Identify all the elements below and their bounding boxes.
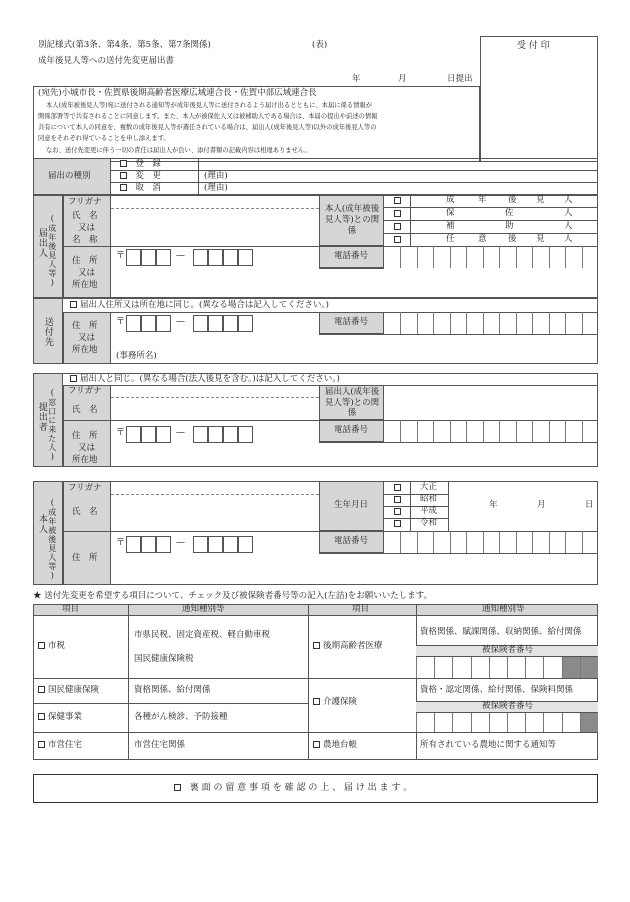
insured-digit-cell[interactable]	[507, 713, 525, 732]
month-label: 月	[398, 74, 407, 84]
insured-digit-cell[interactable]	[471, 713, 489, 732]
addressee-body-2: 関係部署等で共有されることに同意します。また、本人が被保佐人又は被補助人である場合は、本届の提出や前述の情報	[38, 113, 378, 120]
tel-digit-cell[interactable]	[400, 246, 401, 268]
form-number: 別記様式(第3条、第4条、第5条、第7条関係)	[38, 40, 211, 50]
tel-digit-cell[interactable]	[516, 420, 517, 442]
dest-postal-dash: —	[176, 317, 185, 327]
req-care-label: 介護保険	[323, 697, 358, 707]
reception-stamp-box	[480, 36, 598, 162]
kind-label-cell	[33, 158, 111, 195]
addressee-body-4: 同意をそれぞれ得ていることを申し添えます。	[38, 135, 170, 142]
principal-tel-label: 電話番号	[334, 536, 369, 546]
dest-label-col	[63, 312, 111, 364]
request-note: ★ 送付先変更を希望する項目について、チェック及び被保険者番号等の記入(左詰)をお願いいたします。	[33, 591, 433, 601]
dest-side-cell	[33, 298, 63, 364]
req-city-tax-kind-1: 市県民税、固定資産税、軽自動車税	[134, 630, 271, 640]
submitter-addr-label-3: 所在地	[72, 455, 98, 465]
tel-digit-cell[interactable]	[466, 420, 467, 442]
kind-cancel[interactable]	[120, 184, 161, 194]
submitter-side-cell	[33, 373, 63, 467]
principal-birth-label-cell	[319, 481, 384, 531]
principal-postal-mark: 〒	[116, 538, 126, 548]
req-farmland[interactable]	[313, 741, 357, 751]
tel-digit-cell[interactable]	[433, 246, 434, 268]
tel-digit-cell[interactable]	[516, 531, 517, 553]
submitter-side-main: 提出者	[36, 402, 47, 432]
era-reiwa-checkbox[interactable]	[394, 520, 401, 527]
tel-digit-cell[interactable]	[417, 312, 418, 334]
submitter-same-option[interactable]	[70, 375, 340, 385]
insured-digit-cell	[562, 657, 580, 678]
insured-digit-cell[interactable]	[452, 657, 470, 678]
tel-digit-cell[interactable]	[466, 312, 467, 334]
year-label: 年	[352, 74, 361, 84]
submitter-relation-input[interactable]	[384, 385, 598, 420]
req-care-no-input[interactable]	[416, 713, 598, 732]
req-elderly-no-input[interactable]	[416, 657, 598, 678]
kind-cancel-label: 取 消	[135, 183, 161, 193]
dest-tel-label: 電話番号	[334, 317, 369, 327]
dest-addr-label-3: 所在地	[72, 345, 98, 355]
submitter-tel-label-cell	[319, 420, 384, 442]
submitter-same-label: 届出人と同じ。(異なる場合(法人後見を含む。)は記入してください。)	[80, 374, 340, 384]
req-health[interactable]	[38, 713, 82, 723]
era-heisei-checkbox[interactable]	[394, 508, 401, 515]
dest-postal-mark: 〒	[116, 317, 126, 327]
insured-digit-cell[interactable]	[471, 657, 489, 678]
tel-digit-cell[interactable]	[433, 420, 434, 442]
req-health-kind: 各種がん検診、予防接種	[134, 712, 228, 722]
tel-digit-cell[interactable]	[483, 246, 484, 268]
req-nhi-kind: 資格関係、給付関係	[134, 685, 211, 695]
req-elderly-no-label: 被保険者番号	[482, 645, 534, 655]
dest-addr-label-1: 住 所	[72, 321, 98, 331]
tel-digit-cell[interactable]	[483, 420, 484, 442]
applicant-name-label-2: 又は	[78, 223, 96, 233]
tel-digit-cell[interactable]	[582, 312, 583, 334]
submitter-relation-label-cell	[319, 385, 384, 420]
kind-change-label: 変 更	[135, 171, 161, 181]
kind-change-checkbox[interactable]	[120, 172, 127, 179]
confirm-option[interactable]	[174, 783, 412, 793]
applicant-name-label-1: 氏 名	[72, 211, 98, 221]
kind-register-label: 登 録	[135, 159, 161, 169]
principal-side-main: 本人	[36, 514, 47, 534]
kind-change-reason: (理由)	[204, 171, 228, 181]
tel-digit-cell[interactable]	[450, 420, 451, 442]
tel-digit-cell[interactable]	[499, 420, 500, 442]
tel-digit-cell[interactable]	[417, 420, 418, 442]
insured-digit-cell[interactable]	[543, 657, 561, 678]
tel-digit-cell[interactable]	[400, 312, 401, 334]
principal-addr-label: 住 所	[72, 553, 98, 563]
dest-side-label: 送付先	[42, 317, 53, 347]
birth-year-label: 年	[489, 500, 498, 510]
submitter-addr-label-2: 又は	[78, 443, 96, 453]
submitter-postal-dash: —	[176, 428, 185, 438]
kind-register-checkbox[interactable]	[120, 160, 127, 167]
applicant-postal-dash: —	[176, 251, 185, 261]
req-care-kind: 資格・認定関係、給付関係、保険料関係	[420, 685, 574, 695]
tel-digit-cell[interactable]	[516, 246, 517, 268]
req-elderly-kind: 資格関係、賦課関係、収納関係、給付関係	[420, 627, 582, 637]
tel-digit-cell[interactable]	[549, 312, 550, 334]
req-elderly-label: 後期高齢者医療	[323, 641, 383, 651]
rel-guardian-checkbox[interactable]	[394, 197, 401, 204]
addressee-body-1: 本人(成年被後見人等)宛に送付される通知等が成年後見人等に送付されるよう届け出るとともに、本届に係る情報が	[46, 102, 373, 109]
applicant-tel-label: 電話番号	[334, 251, 369, 261]
req-housing-label: 市営住宅	[48, 740, 83, 750]
form-side: (表)	[312, 40, 328, 50]
tel-digit-cell[interactable]	[400, 420, 401, 442]
tel-digit-cell[interactable]	[532, 246, 533, 268]
submitter-name-label: 氏 名	[72, 405, 98, 415]
insured-digit-cell[interactable]	[562, 713, 580, 732]
applicant-tel-label-cell	[319, 246, 384, 268]
applicant-relation-label: 本人(成年被後見人等)との関係	[324, 204, 380, 237]
req-housing-kind: 市営住宅関係	[134, 740, 186, 750]
rel-assistant-checkbox[interactable]	[394, 223, 401, 230]
insured-digit-cell[interactable]	[452, 713, 470, 732]
submitter-addr-label-1: 住 所	[72, 431, 98, 441]
insured-digit-cell[interactable]	[525, 657, 543, 678]
tel-digit-cell[interactable]	[565, 531, 566, 553]
req-elderly-no-label-cell	[416, 645, 598, 657]
rel-curator-checkbox[interactable]	[394, 210, 401, 217]
req-city-tax-checkbox[interactable]	[38, 642, 45, 649]
applicant-furigana-input[interactable]	[111, 196, 319, 208]
request-header-item-right: 項目	[352, 604, 370, 614]
applicant-addr-label-2: 又は	[78, 268, 96, 278]
era-showa-label: 昭和	[420, 494, 438, 504]
applicant-tel-input[interactable]	[384, 246, 598, 268]
confirm-box	[33, 774, 598, 803]
principal-furigana-label: フリガナ	[68, 483, 102, 493]
submitter-label-col	[63, 385, 111, 467]
principal-side-cell	[33, 481, 63, 585]
insured-digit-cell[interactable]	[543, 713, 561, 732]
confirm-checkbox[interactable]	[174, 784, 181, 791]
insured-digit-cell[interactable]	[416, 657, 434, 678]
request-header-item-left: 項目	[62, 604, 80, 614]
kind-label: 届出の種別	[48, 171, 91, 181]
form-title: 成年後見人等への送付先変更届出書	[38, 56, 175, 66]
principal-tel-input[interactable]	[384, 531, 598, 553]
reception-label: 受 付 印	[517, 41, 550, 51]
principal-tel-label-cell	[319, 531, 384, 553]
request-header-kind-left: 通知種別等	[182, 604, 225, 614]
request-header-kind-right: 通知種別等	[482, 604, 525, 614]
submitter-furigana-label: フリガナ	[68, 386, 102, 396]
addressee-body-3: 共有について本人の同意を、複数の成年後見人等が選任されている場合は、届出人(成年後見人等)以外の成年後見人等の	[38, 124, 377, 131]
req-farmland-checkbox[interactable]	[313, 741, 320, 748]
submitter-same-checkbox[interactable]	[70, 375, 77, 382]
insured-digit-cell[interactable]	[489, 657, 507, 678]
tel-digit-cell[interactable]	[450, 312, 451, 334]
tel-digit-cell[interactable]	[549, 531, 550, 553]
applicant-name-input[interactable]	[111, 208, 319, 246]
tel-digit-cell[interactable]	[483, 531, 484, 553]
era-taisho-label: 大正	[420, 482, 438, 492]
tel-digit-cell[interactable]	[466, 531, 467, 553]
applicant-side-sub: (成年後見人等)	[47, 214, 57, 288]
kind-register[interactable]	[120, 160, 161, 170]
req-care[interactable]	[313, 698, 357, 708]
applicant-relation-label-cell	[319, 195, 384, 246]
tel-digit-cell[interactable]	[466, 246, 467, 268]
tel-digit-cell[interactable]	[417, 246, 418, 268]
applicant-addr-label-1: 住 所	[72, 256, 98, 266]
req-care-checkbox[interactable]	[313, 698, 320, 705]
req-elderly[interactable]	[313, 642, 383, 652]
submitter-relation-label: 届出人(成年後見人等)との関係	[324, 387, 380, 419]
confirm-label: 裏 面 の 留 意 事 項 を 確 認 の 上 、 届 け 出 ま す 。	[189, 783, 413, 793]
insured-digit-cell[interactable]	[434, 657, 452, 678]
req-farmland-kind: 所有されている農地に関する通知等	[420, 740, 557, 750]
tel-digit-cell[interactable]	[565, 246, 566, 268]
tel-digit-cell[interactable]	[565, 420, 566, 442]
req-nhi[interactable]	[38, 686, 99, 696]
tel-digit-cell[interactable]	[433, 531, 434, 553]
birth-day-label: 日	[585, 500, 594, 510]
era-reiwa-label: 令和	[420, 518, 438, 528]
principal-name-label: 氏 名	[72, 507, 98, 517]
tel-digit-cell[interactable]	[417, 531, 418, 553]
kind-cancel-checkbox[interactable]	[120, 184, 127, 191]
tel-digit-cell[interactable]	[532, 312, 533, 334]
rel-voluntary-checkbox[interactable]	[394, 236, 401, 243]
submitter-tel-label: 電話番号	[334, 425, 369, 435]
req-elderly-checkbox[interactable]	[313, 642, 320, 649]
principal-birth-label: 生年月日	[334, 500, 369, 510]
insured-digit-cell[interactable]	[416, 713, 434, 732]
applicant-postal-mark: 〒	[116, 251, 126, 261]
birth-month-label: 月	[537, 500, 546, 510]
insured-digit-cell	[580, 657, 598, 678]
req-housing[interactable]	[38, 741, 82, 751]
applicant-side-cell	[33, 195, 63, 298]
applicant-name-label-3: 名 称	[72, 235, 98, 245]
tel-digit-cell[interactable]	[433, 312, 434, 334]
req-city-tax-label: 市税	[48, 641, 66, 651]
tel-digit-cell[interactable]	[549, 420, 550, 442]
principal-label-col	[63, 481, 111, 585]
req-health-checkbox[interactable]	[38, 713, 45, 720]
dest-same-checkbox[interactable]	[70, 301, 77, 308]
applicant-furigana-label: フリガナ	[68, 197, 102, 207]
tel-digit-cell[interactable]	[532, 420, 533, 442]
dest-same-label: 届出人住所又は所在地に同じ。(異なる場合は記入してください。)	[80, 300, 329, 310]
insured-digit-cell[interactable]	[525, 713, 543, 732]
addressee-to: (宛先)小城市長・佐賀県後期高齢者医療広域連合長・佐賀中部広域連合長	[38, 88, 317, 98]
tel-digit-cell[interactable]	[565, 312, 566, 334]
tel-digit-cell[interactable]	[400, 531, 401, 553]
applicant-addr-label-3: 所在地	[72, 280, 98, 290]
tel-digit-cell[interactable]	[499, 312, 500, 334]
tel-digit-cell[interactable]	[582, 420, 583, 442]
dest-office-label: (事務所名)	[116, 351, 157, 361]
dest-tel-input[interactable]	[384, 312, 598, 334]
tel-digit-cell[interactable]	[499, 531, 500, 553]
req-housing-checkbox[interactable]	[38, 741, 45, 748]
tel-digit-cell[interactable]	[582, 246, 583, 268]
insured-digit-cell[interactable]	[489, 713, 507, 732]
kind-section	[33, 158, 598, 195]
req-farmland-label: 農地台帳	[323, 740, 358, 750]
insured-digit-cell[interactable]	[434, 713, 452, 732]
dest-tel-label-cell	[319, 312, 384, 334]
tel-digit-cell[interactable]	[582, 531, 583, 553]
submitter-postal-mark: 〒	[116, 428, 126, 438]
era-showa-checkbox[interactable]	[394, 496, 401, 503]
insured-digit-cell[interactable]	[507, 657, 525, 678]
req-care-no-label-cell	[416, 701, 598, 713]
dest-addr-label-2: 又は	[78, 333, 96, 343]
kind-cancel-reason: (理由)	[204, 183, 228, 193]
req-nhi-label: 国民健康保険	[48, 685, 100, 695]
req-city-tax-kind-2: 国民健康保険税	[134, 654, 194, 664]
kind-change[interactable]	[120, 172, 161, 182]
req-care-no-label: 被保険者番号	[482, 701, 534, 711]
applicant-side-main: 届出人	[36, 228, 47, 258]
dest-same-option[interactable]	[70, 301, 329, 311]
submitter-tel-input[interactable]	[384, 420, 598, 442]
req-nhi-checkbox[interactable]	[38, 686, 45, 693]
req-city-tax[interactable]	[38, 642, 65, 652]
insured-digit-cell	[580, 713, 598, 732]
tel-digit-cell[interactable]	[516, 312, 517, 334]
principal-postal-dash: —	[176, 538, 185, 548]
req-health-label: 保健事業	[48, 712, 83, 722]
tel-digit-cell[interactable]	[532, 531, 533, 553]
era-taisho-checkbox[interactable]	[394, 484, 401, 491]
tel-digit-cell[interactable]	[483, 312, 484, 334]
submit-day-label: 日提出	[447, 74, 473, 84]
addressee-body-5: なお、送付先変更に伴う一切の責任は届出人が負い、添付書類の記載内容は相違ありません。	[46, 147, 311, 154]
tel-digit-cell[interactable]	[450, 531, 451, 553]
era-heisei-label: 平成	[420, 506, 438, 516]
tel-digit-cell[interactable]	[450, 246, 451, 268]
submitter-side-sub: (窓口に来た人)	[47, 388, 57, 462]
principal-side-sub: (成年被後見人等)	[47, 498, 57, 581]
tel-digit-cell[interactable]	[499, 246, 500, 268]
tel-digit-cell[interactable]	[549, 246, 550, 268]
addressee-box	[33, 86, 480, 162]
